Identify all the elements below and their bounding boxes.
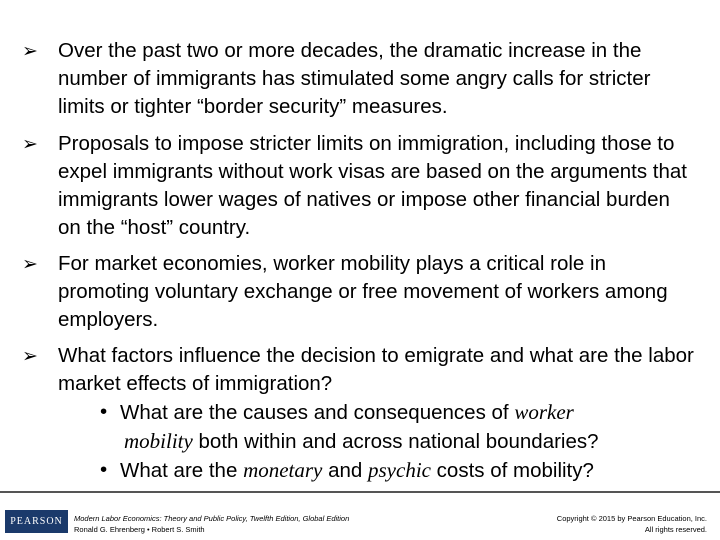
sub-bullet-1-text-end: both within and across national boundaries? — [192, 430, 599, 453]
dot-bullet-icon: • — [100, 458, 108, 481]
sub-bullet-2-text-end: costs of mobility? — [430, 459, 594, 482]
sub-bullet-1-emphasis-2: mobility — [124, 429, 193, 453]
bullet-4 — [22, 342, 698, 485]
bullet-1 — [22, 37, 698, 121]
book-title: Modern Labor Economics: Theory and Public Policy, Twelfth Edition, Global Edition — [74, 514, 350, 523]
pearson-logo: PEARSON — [5, 510, 68, 533]
bullet-2-text: Proposals to impose stricter limits on immigration, including those to expel immigrants without work visas are based on the arguments that immigrants lower wages of natives or impose other financial burden on the “host” country. — [58, 132, 687, 239]
arrow-bullet-icon: ➢ — [22, 133, 38, 155]
sub-bullet-1-text: What are the causes and consequences of — [120, 401, 515, 424]
sub-bullet-2-emphasis-2: psychic — [368, 458, 431, 482]
bullet-3-text: For market economies, worker mobility plays a critical role in promoting voluntary exchange or free movement of workers among employers. — [58, 252, 668, 331]
sub-bullet-2 — [100, 456, 680, 485]
rights-text: All rights reserved. — [644, 525, 707, 534]
bullet-3 — [22, 250, 698, 334]
bullet-1-text: Over the past two or more decades, the dramatic increase in the number of immigrants has stimulated some angry calls for stricter limits or tighter “border security” measures. — [58, 39, 651, 118]
bullet-2 — [22, 130, 698, 242]
sub-bullet-2-text-mid: and — [322, 459, 368, 482]
arrow-bullet-icon: ➢ — [22, 40, 38, 62]
book-authors: Ronald G. Ehrenberg • Robert S. Smith — [74, 525, 205, 534]
footer-divider — [0, 491, 720, 493]
sub-bullet-1 — [100, 398, 680, 456]
sub-bullet-2-emphasis: monetary — [243, 458, 323, 482]
copyright-text: Copyright © 2015 by Pearson Education, Inc. — [556, 514, 707, 523]
bullet-4-text: What factors influence the decision to emigrate and what are the labor market effects of immigration? — [58, 344, 694, 395]
footer-copyright — [557, 513, 707, 535]
sub-bullet-2-text: What are the — [120, 459, 244, 482]
arrow-bullet-icon: ➢ — [22, 345, 38, 367]
arrow-bullet-icon: ➢ — [22, 253, 38, 275]
footer-citation — [74, 513, 349, 535]
sub-bullet-1-emphasis: worker — [514, 400, 574, 424]
dot-bullet-icon: • — [100, 400, 108, 423]
